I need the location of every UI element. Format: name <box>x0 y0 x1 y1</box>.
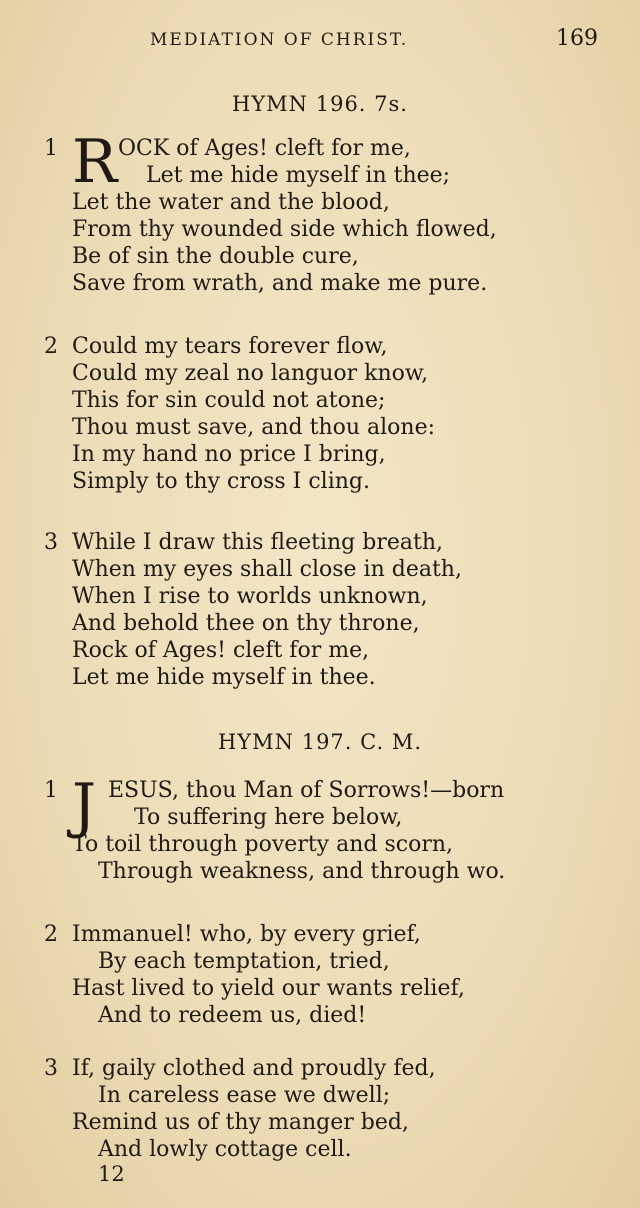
stanza-number: 3 <box>44 530 58 555</box>
verse-line: Through weakness, and through wo. <box>98 859 506 884</box>
verse-line: Immanuel! who, by every grief, <box>72 922 421 947</box>
signature-mark: 12 <box>98 1162 125 1186</box>
running-title: MEDIATION OF CHRIST. <box>150 30 409 50</box>
verse-line: ESUS, thou Man of Sorrows!—born <box>108 778 505 803</box>
verse-line: This for sin could not atone; <box>72 388 386 413</box>
verse-line: To toil through poverty and scorn, <box>72 832 453 857</box>
hymn-196-title: HYMN 196. 7s. <box>232 92 408 116</box>
verse-line: And behold thee on thy throne, <box>72 611 420 636</box>
page-number: 169 <box>556 26 598 51</box>
verse-line: From thy wounded side which flowed, <box>72 217 497 242</box>
verse-line: Hast lived to yield our wants relief, <box>72 976 465 1001</box>
verse-line: Let me hide myself in thee; <box>146 163 451 188</box>
verse-line: Rock of Ages! cleft for me, <box>72 638 370 663</box>
verse-line: When my eyes shall close in death, <box>72 557 462 582</box>
hymn-197-title: HYMN 197. C. M. <box>217 730 422 754</box>
verse-line: And lowly cottage cell. <box>98 1137 352 1162</box>
verse-line: When I rise to worlds unknown, <box>72 584 428 609</box>
verse-line: Could my tears forever flow, <box>72 334 388 359</box>
verse-line: To suffering here below, <box>134 805 403 830</box>
verse-line: Remind us of thy manger bed, <box>72 1110 409 1135</box>
verse-line: Could my zeal no languor know, <box>72 361 429 386</box>
verse-line: Be of sin the double cure, <box>72 244 359 269</box>
verse-line: Save from wrath, and make me pure. <box>72 271 488 296</box>
verse-line: Thou must save, and thou alone: <box>72 415 436 440</box>
drop-cap: R <box>72 127 118 197</box>
verse-line: In my hand no price I bring, <box>72 442 386 467</box>
verse-line: While I draw this fleeting breath, <box>72 530 443 555</box>
verse-line: In careless ease we dwell; <box>98 1083 391 1108</box>
stanza-number: 2 <box>44 334 58 359</box>
stanza-number: 3 <box>44 1056 58 1081</box>
verse-line: Let me hide myself in thee. <box>72 665 376 690</box>
verse-line: By each temptation, tried, <box>98 949 390 974</box>
stanza-number: 1 <box>44 778 58 803</box>
verse-line: If, gaily clothed and proudly fed, <box>72 1056 436 1081</box>
stanza-number: 1 <box>44 136 58 161</box>
verse-line: Let the water and the blood, <box>72 190 390 215</box>
stanza-number: 2 <box>44 922 58 947</box>
drop-cap: J <box>72 771 97 841</box>
verse-line: Simply to thy cross I cling. <box>72 469 370 494</box>
verse-line: And to redeem us, died! <box>98 1003 367 1028</box>
verse-line: OCK of Ages! cleft for me, <box>118 136 411 161</box>
